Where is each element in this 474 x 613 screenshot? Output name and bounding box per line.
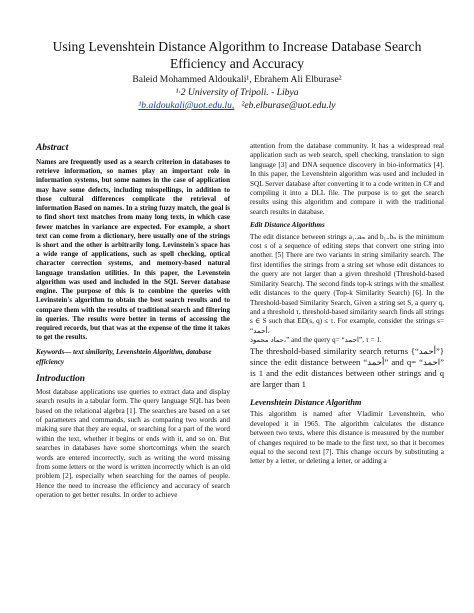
abstract-heading: Abstract — [36, 143, 69, 153]
threshold-result-text: The threshold-based similarity search returns {“أحمد”} since the edit distance between “أحمد” and q= “احمد” is 1 and the edit distances between other strings and q are larger than 1 — [250, 345, 444, 390]
levenshtein-heading: Levenshtein Distance Algorithm — [250, 398, 362, 408]
edit-distance-text — [250, 233, 444, 346]
left-column — [36, 142, 230, 501]
edit-distance-heading: Edit Distance Algorithms — [250, 221, 325, 230]
abstract-text: Names are frequently used as a search criterion in databases to retrieve information, so names play an important role in information systems, but some names in the case of application may have some defects, including misspellings, in addition to those cultural differences complicate the retrieval of information Based on names. In a string fuzzy match, the goal is to find short text matches from many long texts, in which case fewer matches in variance are expected. For example, a short text can come from a dictionary, here usually one of the strings is short and the other is arbitrarily long. Levinstein's space has a wide range of applications, such as spell checking, optical character correction systems, and memory-based natural language translation utilities. In this paper, the Levenstein algorithm was used and included in the SQL Server database engine. The purpose of this is to combine the queries with Levinstein's algorithm to obtain the best search results and to compare them with the results of traditional search and filtering in queries. The results were better in terms of accessing the required records, but that was at the expense of the time it takes to get the results. — [36, 158, 230, 342]
introduction-text: Most database applications use queries to extract data and display search results in a tabular form. The query language SQL has been based on the relational algebra [1]. The searches are based on a set of parameters and commands, such as comparing two words and making sure that they are equal, or searching for a part of the word within the text, whether it begins or ends with it, and so on. But searches in databases have some shortcomings when the search words are entered incorrectly, such as writing the word missing from some letters or the word is written incorrectly which is an old problem [2], especially when searching for the names of people. Hence the need to increase the efficiency and accuracy of search operation to get better results. In order to achieve — [36, 387, 230, 500]
right-column — [250, 142, 444, 467]
title-line-1: Using Levenshtein Distance Algorithm to Increase Database Search — [52, 39, 422, 54]
affiliation: ¹·2 University of Tripoli. - Libya — [175, 87, 299, 98]
keywords: Keywords— text similarity, Levenshtein Algorithm, database efficiency — [36, 348, 212, 366]
paper-title — [30, 38, 444, 72]
edit-distance-arabic: حماد محمود، — [250, 336, 287, 345]
authors: Baleid Mohammed Aldoukali¹, Ebrahem Ali Elburase² — [132, 74, 342, 85]
email-link-1[interactable]: ¹b.aldoukali@uot.edu.lu, — [138, 100, 235, 111]
title-line-2: Efficiency and Accuracy — [169, 56, 305, 71]
levenshtein-text: This algorithm is named after Vladimir Levenshtein, who developed it in 1965. The algorithm calculates the distance between two texts, where this distance is measured by the number of changes required to be made to the first text, so that it becomes equal to the second text [7]. This change occurs by substituting a letter by a letter, or deleting a letter, or adding a — [250, 410, 444, 466]
edit-distance-main: The edit distance between strings a₁..aₘ and b₁..bₙ is the minimum cost s of a sequence of editing steps that convert one string into another. [5] There are two variants in string similarity search. The first identifies the strings from a string set whose edit distances to the query are not larger than a given threshold (Threshold-based Similarity Search). The second finds top-k strings with the smallest edit distances to the query (Top-k Similarity Search) [6]. In the Threshold-based Similarity Search, Given a string set S, a query q, and a threshold τ, threshold-based similarity search finds all strings s ∈ S such that ED(s, q) ≤ τ. For example, consider the strings s= “أحمد، — [250, 232, 444, 335]
edit-distance-query: ” and the query q= “احمد”, τ = 1. — [286, 336, 382, 345]
email-2: ²eb.elburase@uot.edu.ly — [241, 100, 336, 111]
author-emails — [30, 100, 444, 112]
introduction-heading: Introduction — [36, 373, 85, 384]
intro-continued-text: attention from the database community. It has a widespread real application such as web search, spell checking, translation to sign language [3] and DNA sequence discovery in bio-informatics [4]. In this paper, the Levenshtein algorithm was used and included in SQL Server database after converting it to a code written in C# and compiling it into a DLL file. The purpose is to get the search results using this algorithm and compare it with the traditional search results in database. — [250, 142, 444, 216]
